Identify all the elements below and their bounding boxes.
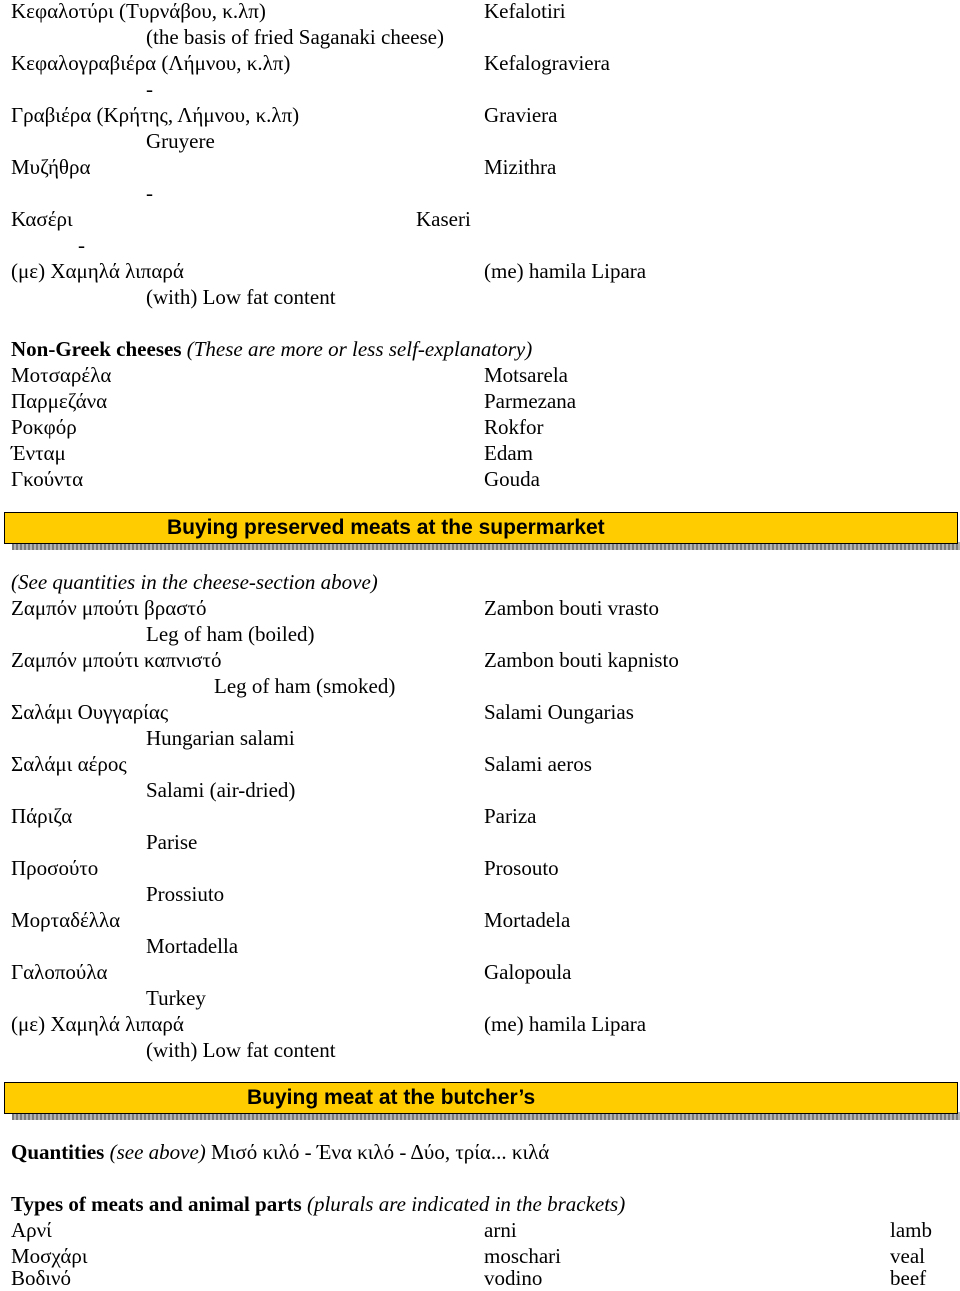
meat-greek-1: Ζαμπόν μπούτι βραστό — [11, 596, 207, 620]
meat-translit-2: Zambon bouti kapnisto — [484, 648, 679, 672]
cheese-translit-6: (me) hamila Lipara — [484, 259, 647, 283]
meat-english-7: Mortadella — [146, 934, 239, 958]
banner-title: Buying preserved meats at the supermarket — [167, 516, 605, 539]
quantities-line — [11, 1139, 549, 1165]
quantities-note: (see above) — [109, 1140, 206, 1164]
non-greek-translit-2: Parmezana — [484, 389, 577, 413]
meat-greek-8: Γαλοπούλα — [11, 960, 108, 984]
banner-title: Buying meat at the butcher’s — [247, 1086, 536, 1109]
cheese-translit-5: Kaseri — [416, 207, 471, 231]
types-heading-bold: Types of meats and animal parts — [11, 1192, 302, 1216]
meat-greek-3: Σαλάμι Ουγγαρίας — [11, 700, 169, 724]
cheese-english-1: (the basis of fried Saganaki cheese) — [146, 25, 444, 49]
cheese-translit-2: Kefalograviera — [484, 51, 610, 75]
section-banner-preserved-meats — [4, 512, 958, 544]
non-greek-greek-2: Παρμεζάνα — [11, 389, 108, 413]
non-greek-heading-bold: Non-Greek cheeses — [11, 337, 182, 361]
meat-translit-9: (me) hamila Lipara — [484, 1012, 647, 1036]
cheese-greek-3: Γραβιέρα (Κρήτης, Λήμνου, κ.λπ) — [11, 103, 300, 127]
meat-greek-6: Προσούτο — [11, 856, 99, 880]
cheese-translit-3: Graviera — [484, 103, 558, 127]
meat-english-3: Hungarian salami — [146, 726, 295, 750]
meat-translit-6: Prosouto — [484, 856, 559, 880]
types-heading-italic: (plurals are indicated in the brackets) — [306, 1192, 626, 1216]
cheese-greek-1: Κεφαλοτύρι (Τυρνάβου, κ.λπ) — [11, 0, 266, 23]
cheese-translit-4: Mizithra — [484, 155, 557, 179]
cheese-english-5: - — [78, 233, 85, 257]
meat-translit-8: Galopoula — [484, 960, 572, 984]
non-greek-greek-5: Γκούντα — [11, 467, 84, 491]
non-greek-translit-4: Edam — [484, 441, 533, 465]
cheese-greek-2: Κεφαλογραβιέρα (Λήμνου, κ.λπ) — [11, 51, 291, 75]
meat-greek-4: Σαλάμι αέρος — [11, 752, 127, 776]
meat-english-8: Turkey — [146, 986, 206, 1010]
meat-english-2: Leg of ham (smoked) — [214, 674, 396, 698]
cheese-greek-5: Κασέρι — [11, 207, 73, 231]
quantities-text: Μισό κιλό - Ένα κιλό - Δύο, τρία... κιλά — [211, 1140, 550, 1164]
meat-translit-5: Pariza — [484, 804, 537, 828]
cheese-english-2: - — [146, 77, 153, 101]
quantities-label: Quantities — [11, 1140, 105, 1164]
non-greek-heading-italic: (These are more or less self-explanatory) — [186, 337, 533, 361]
meat-translit-4: Salami aeros — [484, 752, 592, 776]
meat-english-6: Prossiuto — [146, 882, 225, 906]
meat-greek-5: Πάριζα — [11, 804, 73, 828]
type-english-3: beef — [890, 1266, 927, 1290]
type-translit-1: arni — [484, 1218, 517, 1242]
cheese-translit-1: Kefalotiri — [484, 0, 566, 23]
meat-greek-7: Μορταδέλλα — [11, 908, 121, 932]
type-greek-3: Βοδινό — [11, 1266, 72, 1290]
meat-greek-2: Ζαμπόν μπούτι καπνιστό — [11, 648, 222, 672]
meat-english-5: Parise — [146, 830, 198, 854]
type-english-1: lamb — [890, 1218, 932, 1242]
type-translit-2: moschari — [484, 1244, 561, 1268]
cheese-english-3: Gruyere — [146, 129, 215, 153]
cheese-english-4: - — [146, 181, 153, 205]
type-greek-2: Μοσχάρι — [11, 1244, 88, 1268]
non-greek-heading — [11, 336, 532, 362]
type-greek-1: Αρνί — [11, 1218, 52, 1242]
non-greek-translit-5: Gouda — [484, 467, 540, 491]
non-greek-greek-1: Μοτσαρέλα — [11, 363, 112, 387]
types-heading — [11, 1191, 625, 1217]
meats-note: (See quantities in the cheese-section above) — [11, 570, 378, 594]
cheese-greek-4: Μυζήθρα — [11, 155, 91, 179]
section-banner-butcher — [4, 1082, 958, 1114]
non-greek-translit-3: Rokfor — [484, 415, 544, 439]
non-greek-greek-4: Ένταμ — [11, 441, 66, 465]
type-translit-3: vodino — [484, 1266, 543, 1290]
meat-translit-7: Mortadela — [484, 908, 571, 932]
meat-translit-1: Zambon bouti vrasto — [484, 596, 659, 620]
cheese-english-6: (with) Low fat content — [146, 285, 336, 309]
meat-translit-3: Salami Oungarias — [484, 700, 634, 724]
meat-english-1: Leg of ham (boiled) — [146, 622, 315, 646]
cheese-greek-6: (με) Χαμηλά λιπαρά — [11, 259, 184, 283]
meat-english-9: (with) Low fat content — [146, 1038, 336, 1062]
non-greek-translit-1: Motsarela — [484, 363, 568, 387]
type-english-2: veal — [890, 1244, 925, 1268]
non-greek-greek-3: Ροκφόρ — [11, 415, 77, 439]
meat-english-4: Salami (air-dried) — [146, 778, 296, 802]
meat-greek-9: (με) Χαμηλά λιπαρά — [11, 1012, 184, 1036]
